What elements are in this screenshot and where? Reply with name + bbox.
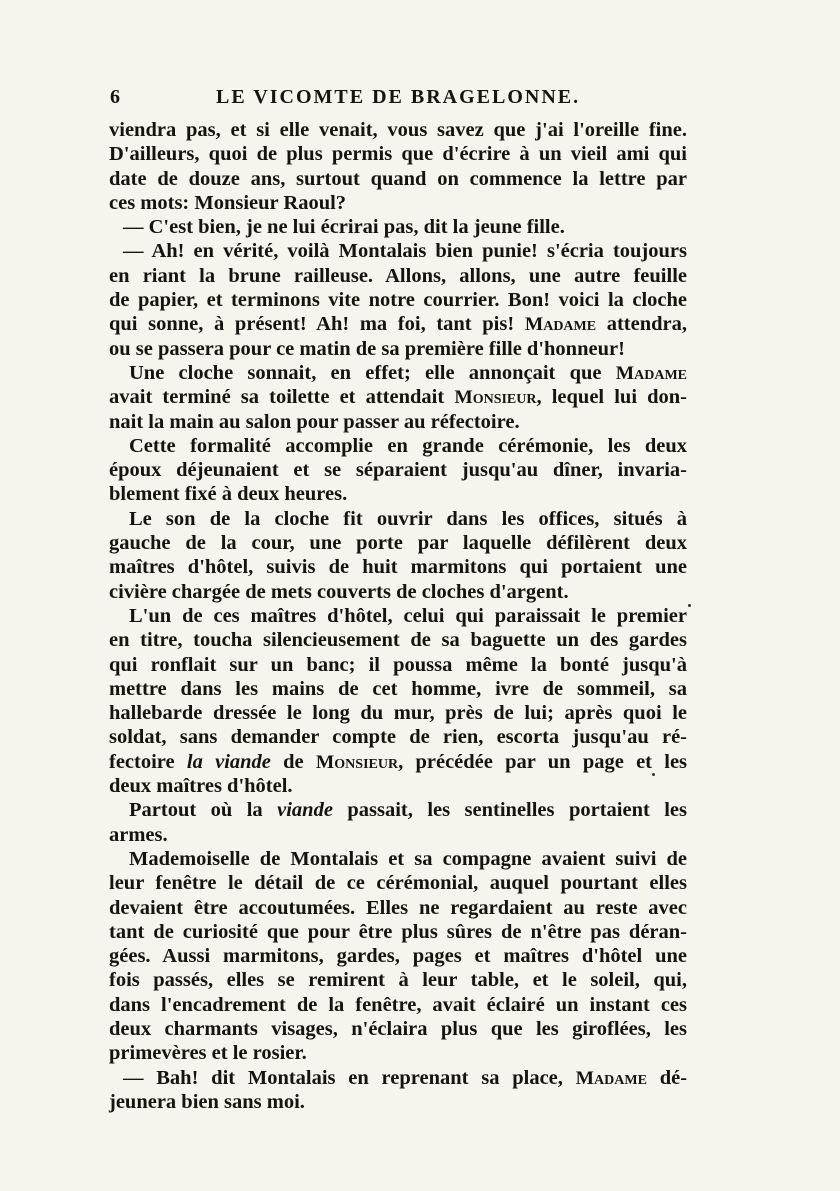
text-line: gauche de la cour, une porte par laquelle défilèrent deux [109,532,687,555]
text-segment: avait terminé sa toilette et attendait [109,386,445,409]
text-line: armes. [109,823,168,846]
text-segment: — Bah! dit Montalais en reprenant sa place, [123,1066,563,1089]
text-segment-smallcaps: Monsieur [454,387,537,409]
text-line: en titre, toucha silencieusement de sa baguette un des gardes [109,629,687,652]
text-line: blement fixé à deux heures. [109,483,348,506]
text-segment-italic: viande [277,799,333,822]
text-line: leur fenêtre le détail de ce cérémonial, auquel pourtant elles [109,872,687,895]
text-segment: de [283,750,304,773]
text-segment: fectoire [109,750,175,773]
text-segment: attendra, [606,313,688,336]
text-line: civière chargée de mets couverts de cloches d'argent. [109,580,569,603]
text-line: dans l'encadrement de la fenêtre, avait éclairé un instant ces [109,993,687,1016]
text-segment: , précédée par un page et les [398,750,688,773]
text-line: soldat, sans demander compte de rien, escorta jusqu'au ré- [109,726,687,749]
text-line: maîtres d'hôtel, suivis de huit marmitons qui portaient une [109,556,687,579]
text-line: de papier, et terminons vite notre courrier. Bon! voici la cloche [109,289,687,312]
text-segment-smallcaps: Madame [524,314,597,336]
print-speck [688,604,691,607]
text-line: Cette formalité accomplie en grande cérémonie, les deux [129,434,687,457]
text-line: deux maîtres d'hôtel. [109,775,293,798]
text-line [109,385,687,409]
print-speck [652,773,655,776]
text-line: qui ronflait sur un banc; il poussa même la bonté jusqu'à [109,653,687,676]
text-line: viendra pas, et si elle venait, vous savez que j'ai l'oreille fine. [109,119,687,141]
text-line [109,798,687,822]
text-line: D'ailleurs, quoi de plus permis que d'écrire à un vieil ami qui [109,143,687,166]
text-line [109,312,687,336]
body-text [109,118,687,1114]
text-line: — C'est bien, je ne lui écrirai pas, dit la jeune fille. [123,216,565,239]
text-line: mettre dans les mains de cet homme, ivre de sommeil, sa [109,677,687,700]
text-segment-smallcaps: Madame [575,1067,647,1089]
text-segment: Une cloche sonnait, en effet; elle annonçait que [129,361,602,384]
text-segment: passait, les sentinelles portaient les [347,799,688,822]
text-segment: , lequel lui don- [536,386,688,409]
text-segment-italic: la viande [186,750,271,773]
text-line: — Ah! en vérité, voilà Montalais bien punie! s'écria toujours [123,240,687,263]
text-line: Mademoiselle de Montalais et sa compagne avaient suivi de [129,847,687,870]
text-line: L'un de ces maîtres d'hôtel, celui qui paraissait le premier [129,604,687,627]
text-line: fois passés, elles se remirent à leur table, et le soleil, qui, [109,969,687,992]
text-line [109,750,687,774]
text-line [109,361,687,385]
text-line: tant de curiosité que pour être plus sûres de n'être pas déran- [109,920,687,943]
text-segment-smallcaps: Monsieur [315,751,399,773]
text-line: ces mots: Monsieur Raoul? [109,191,347,214]
text-line: en riant la brune railleuse. Allons, allons, une autre feuille [109,264,687,287]
page-number: 6 [110,86,122,108]
text-line: nait la main au salon pour passer au réfectoire. [109,410,520,433]
text-line: hallebarde dressée le long du mur, près de lui; après quoi le [109,702,687,725]
page-header [110,86,690,112]
text-line: gées. Aussi marmitons, gardes, pages et maîtres d'hôtel une [109,945,687,968]
text-segment: qui sonne, à présent! Ah! ma foi, tant pis! [109,313,515,336]
text-line: époux déjeunaient et se séparaient jusqu'au dîner, invaria- [109,459,687,482]
text-segment: dé- [659,1066,688,1089]
text-line: primevères et le rosier. [109,1042,307,1065]
text-line: ou se passera pour ce matin de sa première fille d'honneur! [109,337,625,360]
text-line: Le son de la cloche fit ouvrir dans les offices, situés à [129,507,687,530]
text-segment-smallcaps: Madame [615,362,688,384]
text-line [109,1066,687,1090]
running-title: LE VICOMTE DE BRAGELONNE. [216,86,581,108]
text-line: jeunera bien sans moi. [109,1090,305,1113]
text-line: date de douze ans, surtout quand on commence la lettre par [109,167,687,190]
text-line: devaient être accoutumées. Elles ne regardaient au reste avec [109,896,687,919]
text-line: deux charmants visages, n'éclaira plus que les giroflées, les [109,1017,687,1040]
text-segment: Partout où la [129,799,263,822]
